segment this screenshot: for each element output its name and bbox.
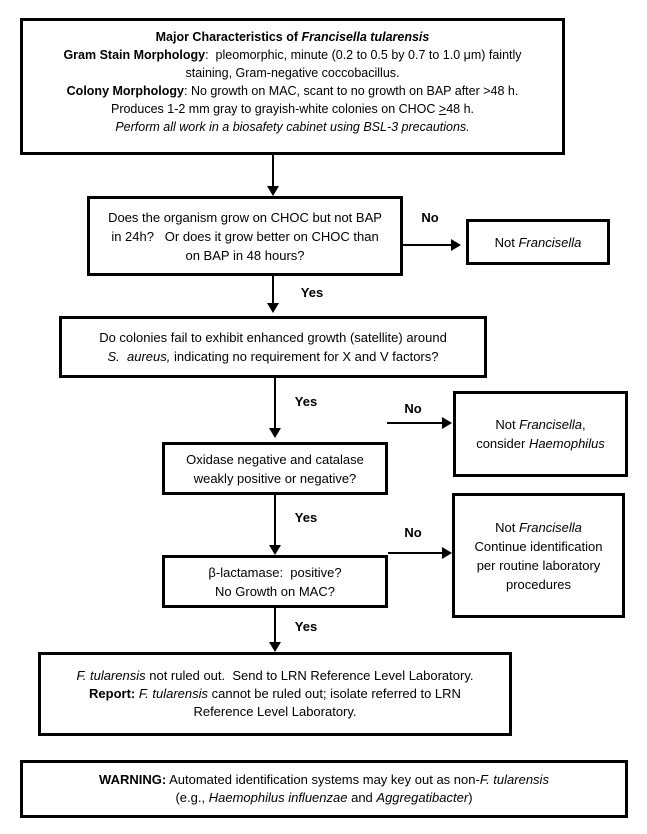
yes-label-1: Yes — [300, 285, 324, 300]
text-line: Report: F. tularensis cannot be ruled out; isolate referred to LRN — [89, 686, 461, 701]
arrowhead-down-q2 — [267, 303, 279, 313]
text-line: β-lactamase: positive? — [208, 564, 342, 580]
arrowhead-right-haemophilus — [442, 417, 452, 429]
text-line: Colony Morphology: No growth on MAC, scant to no growth on BAP after >48 h. — [66, 84, 519, 98]
text-line: Gram Stain Morphology: pleomorphic, minute (0.2 to 0.5 by 0.7 to 1.0 μm) faintly — [63, 48, 522, 62]
not-francisella-box — [466, 219, 610, 265]
text-line: procedures — [505, 576, 572, 592]
arrowhead-down-conclusion — [269, 642, 281, 652]
text-line: F. tularensis not ruled out. Send to LRN Reference Level Laboratory. — [76, 668, 474, 683]
yes-label-3: Yes — [294, 510, 318, 525]
text-line: (e.g., Haemophilus influenzae and Aggregatibacter) — [175, 790, 473, 805]
arrow-line-top-to-q1 — [272, 155, 274, 188]
text-line: consider Haemophilus — [476, 436, 605, 451]
yes-label-2: Yes — [294, 394, 318, 409]
text-line: Not Francisella — [495, 519, 582, 535]
text-line: on BAP in 48 hours? — [185, 247, 305, 263]
q3-oxidase-catalase-box — [162, 442, 388, 495]
arrow-line-q2-no — [387, 422, 443, 424]
no-label-3: No — [404, 525, 422, 540]
conclusion-box — [38, 652, 512, 736]
q1-choc-growth-box — [87, 196, 403, 276]
arrow-line-q2-yes — [274, 378, 276, 431]
text-line: Major Characteristics of Francisella tularensis — [155, 30, 430, 44]
arrow-line-q4-yes — [274, 608, 276, 644]
no-label-2: No — [404, 401, 422, 416]
arrowhead-right-routine — [442, 547, 452, 559]
text-line: per routine laboratory — [476, 557, 601, 573]
no-label-1: No — [421, 210, 439, 225]
characteristics-box — [20, 18, 565, 155]
q4-beta-lactamase-box — [162, 555, 388, 608]
text-line: No Growth on MAC? — [215, 583, 335, 599]
text-line: in 24h? Or does it grow better on CHOC than — [111, 228, 379, 244]
arrowhead-right-not-francisella — [451, 239, 461, 251]
text-line: Not Francisella — [494, 234, 582, 250]
text-line: Continue identification — [474, 538, 603, 554]
arrow-line-q3-yes — [274, 495, 276, 547]
arrow-line-q4-no — [388, 552, 443, 554]
text-line: staining, Gram-negative coccobacillus. — [185, 66, 400, 80]
text-line: Do colonies fail to exhibit enhanced growth (satellite) around — [99, 330, 447, 345]
warning-box — [20, 760, 628, 818]
yes-label-4: Yes — [294, 619, 318, 634]
text-line: Does the organism grow on CHOC but not BAP — [108, 209, 382, 225]
text-line: Oxidase negative and catalase — [186, 451, 364, 467]
text-line: Produces 1-2 mm gray to grayish-white colonies on CHOC >48 h. — [110, 102, 475, 116]
arrow-line-q1-no — [403, 244, 452, 246]
text-line: Reference Level Laboratory. — [193, 704, 357, 719]
q2-satellite-box — [59, 316, 487, 378]
arrowhead-down-q3 — [269, 428, 281, 438]
arrowhead-down-q4 — [269, 545, 281, 555]
text-line: Perform all work in a biosafety cabinet using BSL-3 precautions. — [115, 120, 470, 134]
text-line: Not Francisella, — [495, 417, 586, 432]
text-line: weakly positive or negative? — [193, 470, 357, 486]
not-francisella-haemophilus-box — [453, 391, 628, 477]
text-line: S. aureus, indicating no requirement for X and V factors? — [107, 349, 439, 364]
arrowhead-down-q1 — [267, 186, 279, 196]
not-francisella-routine-box — [452, 493, 625, 618]
text-line: WARNING: Automated identification systems may key out as non-F. tularensis — [99, 772, 549, 787]
